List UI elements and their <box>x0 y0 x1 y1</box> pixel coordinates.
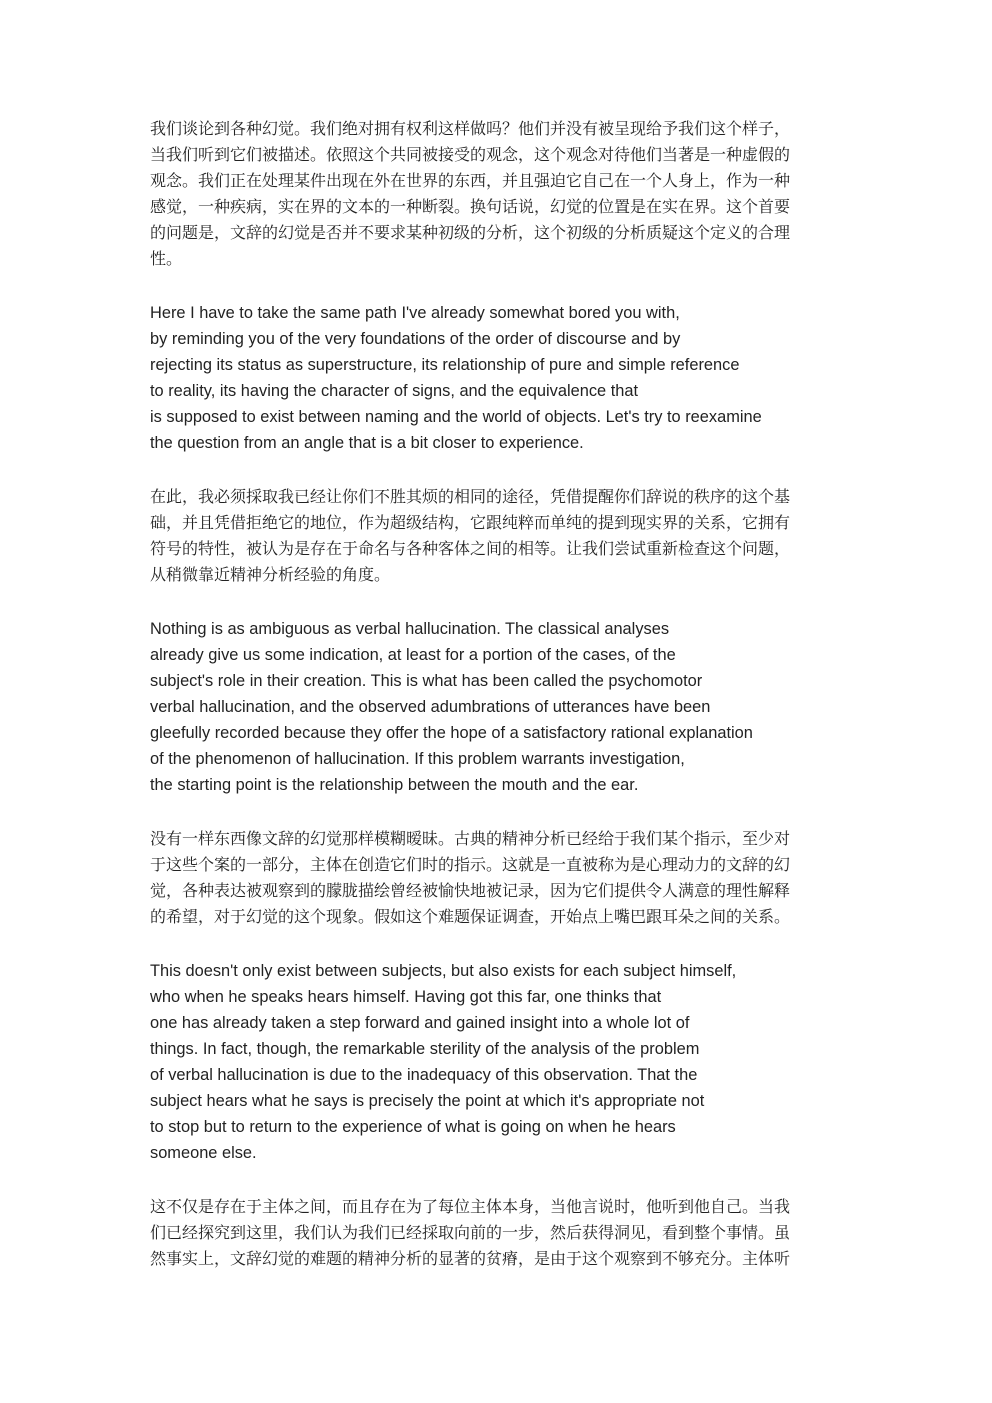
text-line: someone else. <box>150 1144 257 1162</box>
document-page <box>150 116 850 1300</box>
text-line: things. In fact, though, the remarkable sterility of the analysis of the problem <box>150 1040 700 1058</box>
english-paragraph <box>150 616 850 798</box>
text-line: one has already taken a step forward and gained insight into a whole lot of <box>150 1014 690 1032</box>
text-line: This doesn't only exist between subjects, but also exists for each subject himself, <box>150 962 737 980</box>
text-line: 没有一样东西像文辞的幻觉那样模糊暧昧。古典的精神分析已经给于我们某个指示，至少对 <box>150 829 791 848</box>
chinese-paragraph <box>150 116 850 272</box>
text-line: Nothing is as ambiguous as verbal hallucination. The classical analyses <box>150 620 670 638</box>
text-line: 然事实上，文辞幻觉的难题的精神分析的显著的贫瘠，是由于这个观察到不够充分。主体听 <box>150 1249 791 1268</box>
english-paragraph <box>150 958 850 1166</box>
chinese-paragraph <box>150 1194 850 1272</box>
text-line: 这不仅是存在于主体之间，而且存在为了每位主体本身，当他言说时，他听到他自己。当我 <box>150 1197 791 1216</box>
text-line: 础，并且凭借拒绝它的地位，作为超级结构，它跟纯粹而单纯的提到现实界的关系，它拥有 <box>150 513 791 532</box>
chinese-paragraph <box>150 826 850 930</box>
text-line: 们已经探究到这里，我们认为我们已经採取向前的一步，然后获得洞见，看到整个事情。虽 <box>150 1223 791 1242</box>
text-line: of verbal hallucination is due to the inadequacy of this observation. That the <box>150 1066 698 1084</box>
text-line: to stop but to return to the experience of what is going on when he hears <box>150 1118 676 1136</box>
text-line: subject's role in their creation. This is what has been called the psychomotor <box>150 672 703 690</box>
text-line: Here I have to take the same path I've already somewhat bored you with, <box>150 304 680 322</box>
text-line: 觉，各种表达被观察到的朦胧描绘曾经被愉快地被记录，因为它们提供令人满意的理性解释 <box>150 881 791 900</box>
chinese-paragraph <box>150 484 850 588</box>
text-line: the starting point is the relationship between the mouth and the ear. <box>150 776 639 794</box>
text-line: already give us some indication, at least for a portion of the cases, of the <box>150 646 676 664</box>
text-line: the question from an angle that is a bit closer to experience. <box>150 434 584 452</box>
text-line: of the phenomenon of hallucination. If this problem warrants investigation, <box>150 750 685 768</box>
text-line: 观念。我们正在处理某件出现在外在世界的东西，并且强迫它自己在一个人身上，作为一种 <box>150 171 791 190</box>
text-line: 的希望，对于幻觉的这个现象。假如这个难题保证调查，开始点上嘴巴跟耳朵之间的关系。 <box>150 907 791 926</box>
text-line: subject hears what he says is precisely the point at which it's appropriate not <box>150 1092 705 1110</box>
english-paragraph <box>150 300 850 456</box>
text-line: to reality, its having the character of signs, and the equivalence that <box>150 382 639 400</box>
text-line: is supposed to exist between naming and the world of objects. Let's try to reexamine <box>150 408 762 426</box>
text-line: 在此，我必须採取我已经让你们不胜其烦的相同的途径，凭借提醒你们辞说的秩序的这个基 <box>150 487 791 506</box>
text-line: 当我们听到它们被描述。依照这个共同被接受的观念，这个观念对待他们当著是一种虚假的 <box>150 145 791 164</box>
text-line: 的问题是，文辞的幻觉是否并不要求某种初级的分析，这个初级的分析质疑这个定义的合理 <box>150 223 791 242</box>
text-line: gleefully recorded because they offer the hope of a satisfactory rational explanation <box>150 724 753 742</box>
text-line: rejecting its status as superstructure, its relationship of pure and simple reference <box>150 356 740 374</box>
text-line: by reminding you of the very foundations of the order of discourse and by <box>150 330 681 348</box>
text-line: who when he speaks hears himself. Having got this far, one thinks that <box>150 988 662 1006</box>
text-line: 我们谈论到各种幻觉。我们绝对拥有权利这样做吗？他们并没有被呈现给予我们这个样子， <box>150 119 791 138</box>
text-line: 性。 <box>150 249 183 268</box>
text-line: 符号的特性，被认为是存在于命名与各种客体之间的相等。让我们尝试重新检查这个问题， <box>150 539 791 558</box>
text-line: verbal hallucination, and the observed adumbrations of utterances have been <box>150 698 711 716</box>
text-line: 感觉，一种疾病，实在界的文本的一种断裂。换句话说，幻觉的位置是在实在界。这个首要 <box>150 197 791 216</box>
text-line: 于这些个案的一部分，主体在创造它们时的指示。这就是一直被称为是心理动力的文辞的幻 <box>150 855 791 874</box>
text-line: 从稍微靠近精神分析经验的角度。 <box>150 565 391 584</box>
document-body <box>150 116 850 1272</box>
